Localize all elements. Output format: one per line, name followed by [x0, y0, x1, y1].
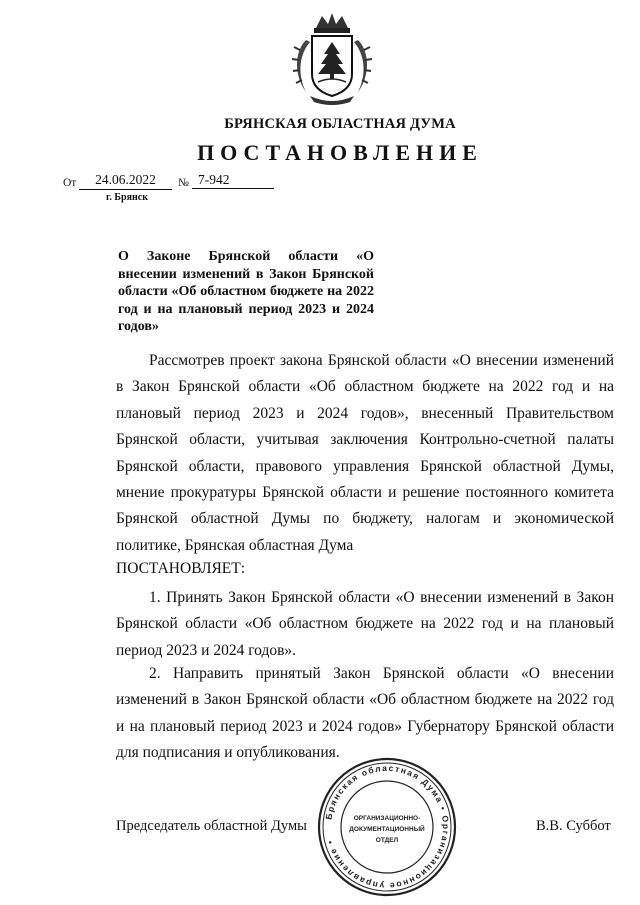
stamp-inner-line-2: ДОКУМЕНТАЦИОННЫЙ: [349, 826, 425, 833]
city: г. Брянск: [106, 192, 148, 203]
signatory-title: Председатель областной Думы: [116, 818, 307, 834]
document-subject: О Законе Брянской области «О внесении изменений в Закон Брянской области «Об областном бюджете на 2022 год и на плановый период 2023 и 2024 годов»: [118, 249, 374, 334]
decree-item-1: 1. Принять Закон Брянской области «О внесении изменений в Закон Брянской области «Об областном бюджете на 2022 год и на плановый период 2023 и 2024 годов».: [116, 589, 614, 659]
number-prefix: №: [178, 177, 189, 189]
document-date: 24.06.2022: [79, 172, 172, 190]
stamp-inner-line-1: ОРГАНИЗАЦИОННО-: [353, 815, 421, 822]
official-stamp: [316, 756, 458, 898]
stamp-outer-text: Брянская областная Дума • Организационное управление •: [323, 762, 452, 892]
date-prefix: От: [63, 177, 77, 189]
document-type-title: ПОСТАНОВЛЕНИЕ: [197, 140, 483, 165]
stamp-inner-line-3: ОТДЕЛ: [375, 837, 399, 844]
preamble-paragraph: Рассмотрев проект закона Брянской области «О внесении изменений в Закон Брянской области «Об областном бюджете на 2022 год и на плановый период 2023 и 2024 годов», внесенный Правительством Брянской области, учитывая заключения Контрольно-счетной палаты Брянской области, правового управления Брянской областной Думы, мнение прокуратуры Брянской области и решение постоянного комитета Брянской областной Думы по бюджету, налогам и экономической политике, Брянская областная Дума: [116, 352, 614, 554]
signatory-name: В.В. Суббот: [536, 818, 611, 834]
document-number: 7-942: [192, 172, 274, 189]
bryansk-coat-of-arms-icon: [288, 10, 376, 108]
decree-item-2: 2. Направить принятый Закон Брянской области «О внесении изменений в Закон Брянской области «Об областном бюджете на 2022 год и на плановый период 2023 и 2024 годов» Губернатору Брянской области для подписания и опубликования.: [116, 665, 614, 762]
decree-heading: ПОСТАНОВЛЯЕТ:: [116, 560, 246, 577]
org-name: БРЯНСКАЯ ОБЛАСТНАЯ ДУМА: [224, 116, 456, 132]
